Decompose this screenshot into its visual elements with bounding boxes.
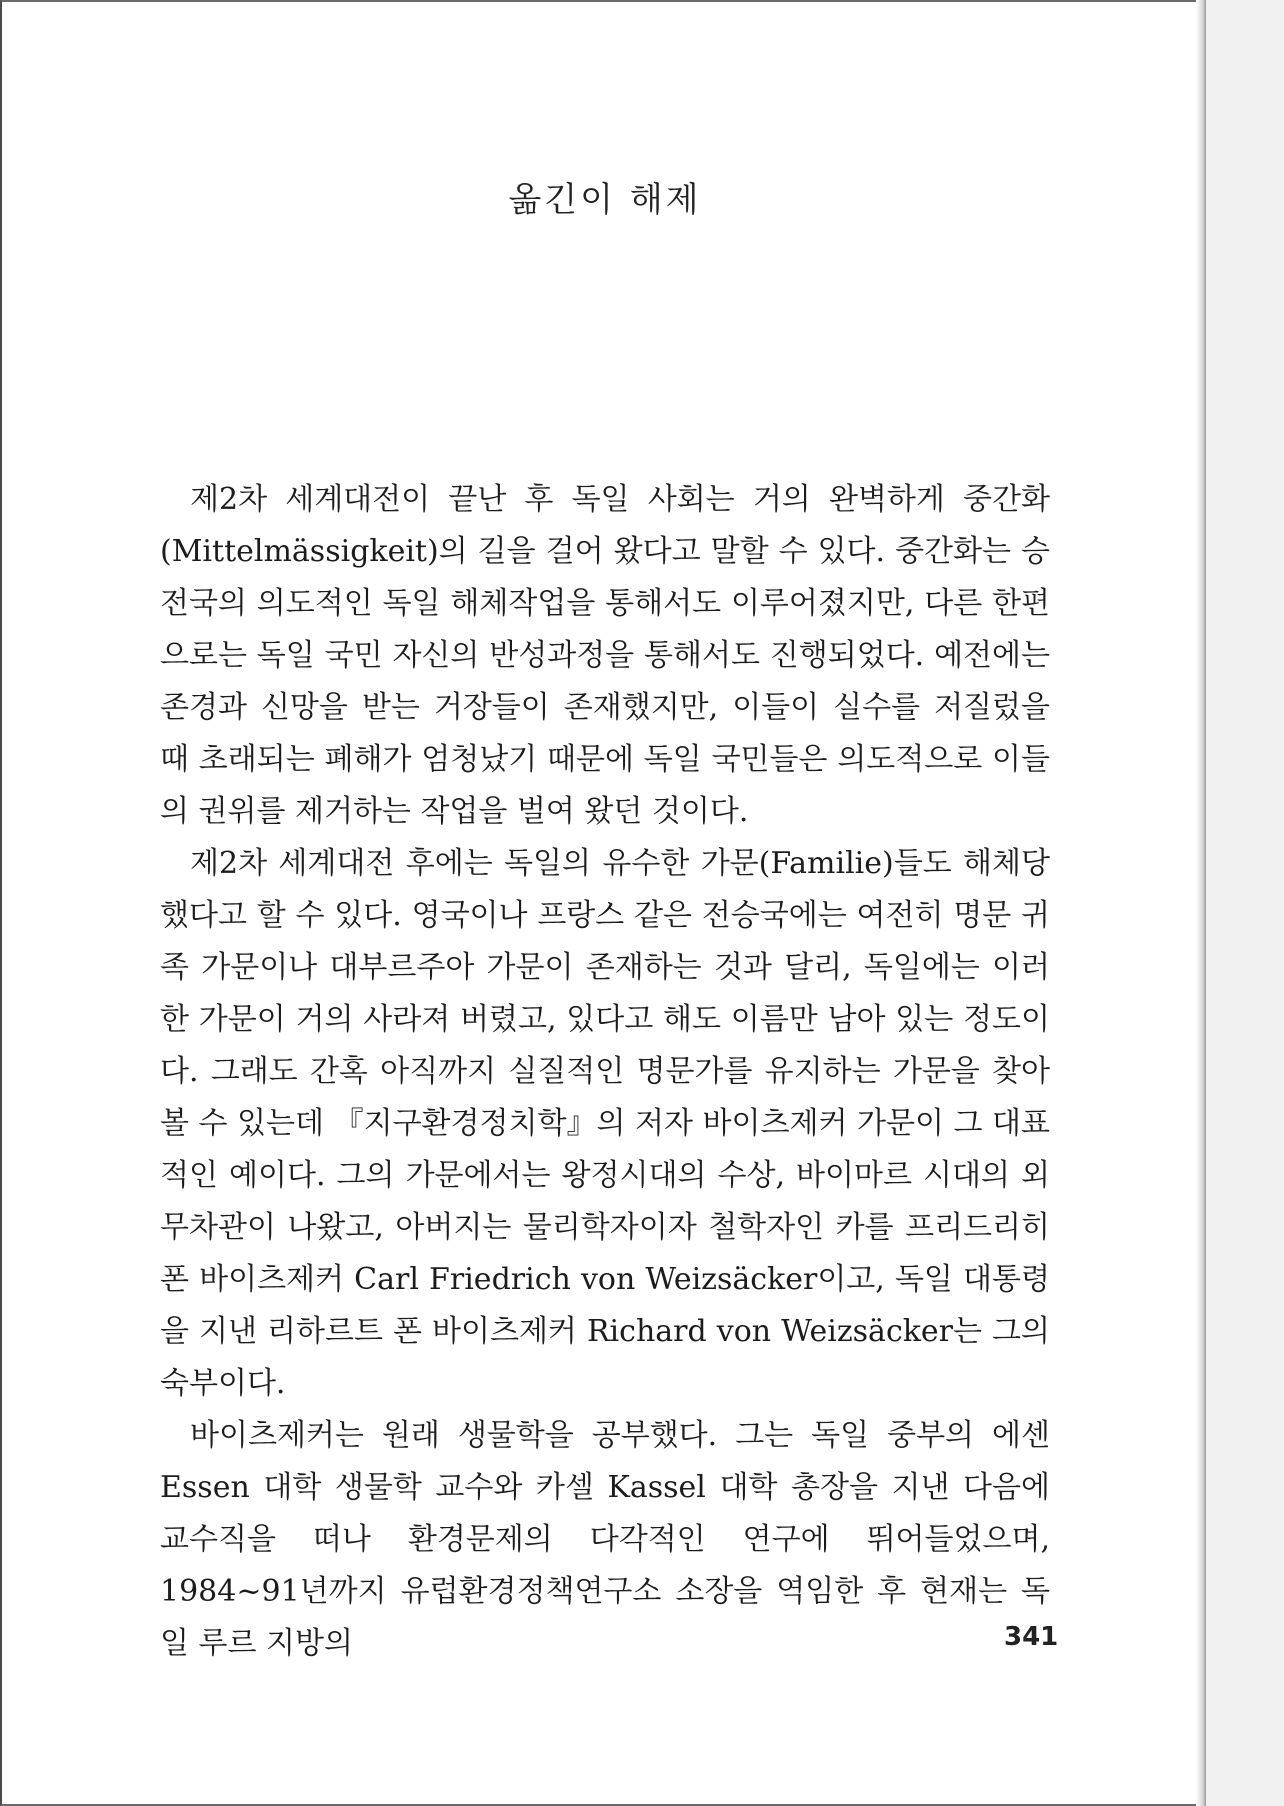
page-edge-shadow bbox=[1196, 0, 1206, 1806]
page-title: 옮긴이 해제 bbox=[508, 180, 702, 220]
paragraph-1: 제2차 세계대전이 끝난 후 독일 사회는 거의 완벽하게 중간화(Mittelmässigkeit)의 길을 걸어 왔다고 말할 수 있다. 중간화는 승전국의 의도적인 독일 해체작업을 통해서도 이루어졌지만, 다른 한편으로는 독일 국민 자신의 반성과정을 통해서도 진행되었다. 예전에는 존경과 신망을 받는 거장들이 존재했지만, 이들이 실수를 저질렀을 때 초래되는 폐해가 엄청났기 때문에 독일 국민들은 의도적으로 이들의 권위를 제거하는 작업을 벌여 왔던 것이다. bbox=[160, 482, 1050, 829]
viewer-background bbox=[1206, 0, 1284, 1806]
page-number: 341 bbox=[1004, 1622, 1059, 1652]
paragraph-2: 제2차 세계대전 후에는 독일의 유수한 가문(Familie)들도 해체당했다고 할 수 있다. 영국이나 프랑스 같은 전승국에는 여전히 명문 귀족 가문이나 대부르주아 가문이 존재하는 것과 달리, 독일에는 이러한 가문이 거의 사라져 버렸고, 있다고 해도 이름만 남아 있는 정도이다. 그래도 간혹 아직까지 실질적인 명문가를 유지하는 가문을 찾아볼 수 있는데 『지구환경정치학』의 저자 바이츠제커 가문이 그 대표적인 예이다. 그의 가문에서는 왕정시대의 수상, 바이마르 시대의 외무차관이 나왔고, 아버지는 물리학자이자 철학자인 카를 프리드리히 폰 바이츠제커 Carl Friedrich von Weizsäcker이고, 독일 대통령을 지낸 리하르트 폰 바이츠제커 Richard von Weizsäcker는 그의 숙부이다. bbox=[160, 846, 1050, 1401]
paragraph-3: 바이츠제커는 원래 생물학을 공부했다. 그는 독일 중부의 에센 Essen 대학 생물학 교수와 카셀 Kassel 대학 총장을 지낸 다음에 교수직을 떠나 환경문제의 다각적인 연구에 뛰어들었으며, 1984~91년까지 유럽환경정책연구소 소장을 역임한 후 현재는 독일 루르 지방의 bbox=[160, 1418, 1050, 1661]
body-text bbox=[160, 474, 1059, 1670]
